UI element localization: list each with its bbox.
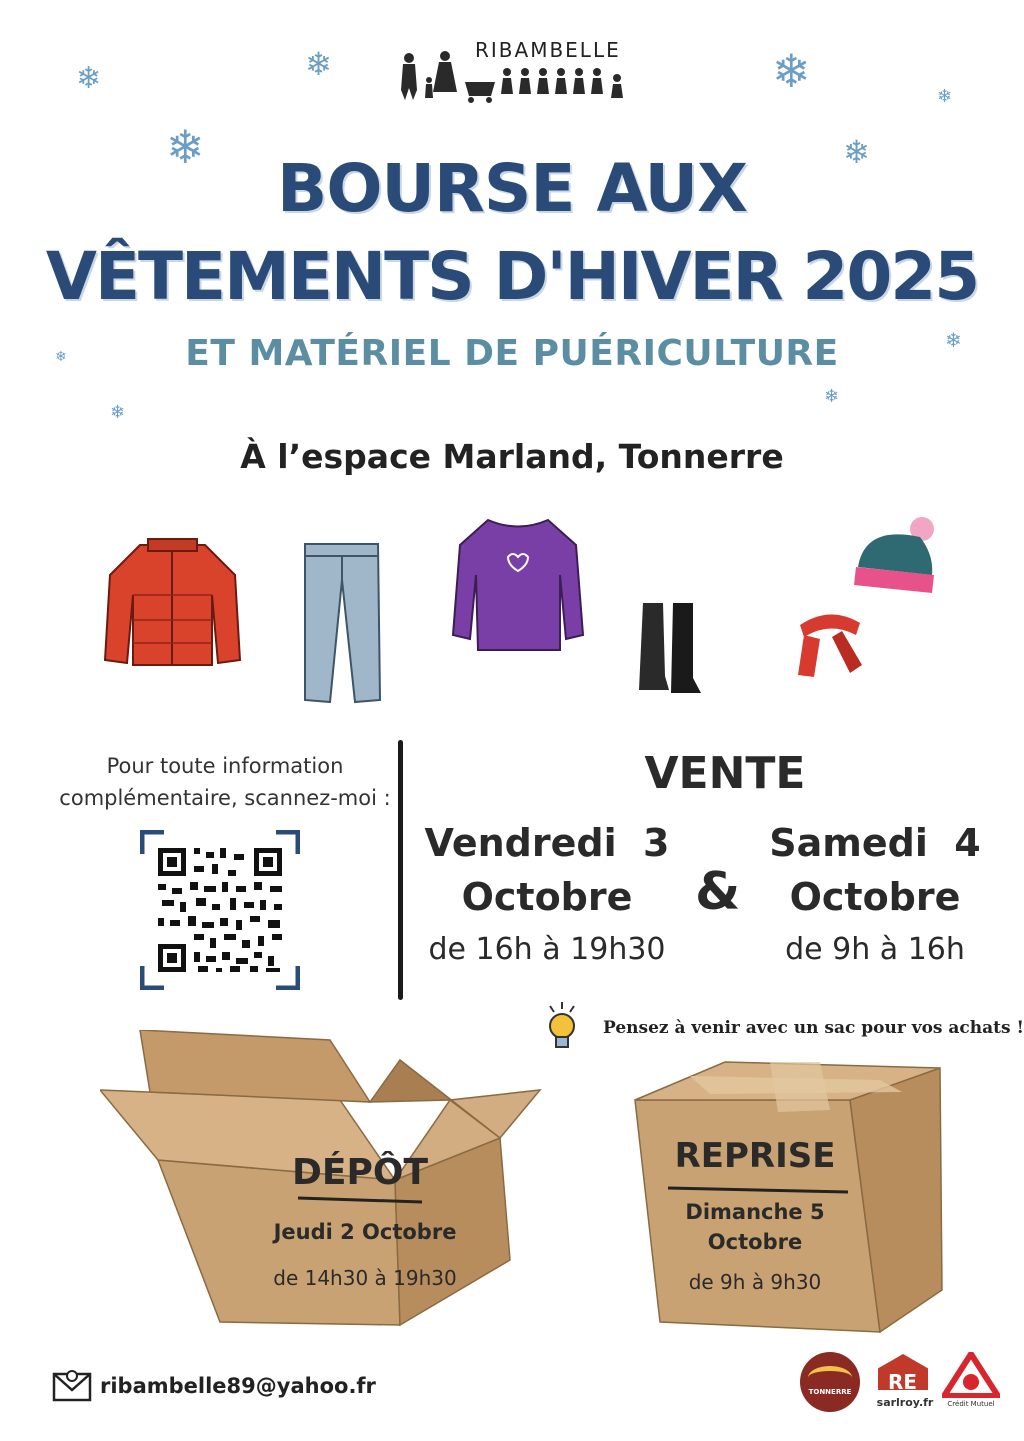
snowflake-icon: ❄: [110, 402, 126, 423]
snowflake-icon: ❄: [55, 349, 67, 365]
title-line-1: BOURSE AUX: [277, 150, 747, 227]
venue: À l’espace Marland, Tonnerre: [240, 437, 784, 476]
day-1-hours: de 16h à 19h30: [428, 932, 666, 967]
depot-hours: de 14h30 à 19h30: [273, 1266, 457, 1290]
lightbulb-icon: [540, 1000, 585, 1055]
brand-logo: [395, 38, 635, 108]
reprise-date-line-2: Octobre: [707, 1230, 803, 1254]
title-line-2: VÊTEMENTS D'HIVER 2025: [45, 238, 979, 315]
cardboard-box-icon: [630, 1040, 950, 1340]
sponsor-credit-logo: [942, 1352, 1000, 1412]
mail-icon: [52, 1370, 92, 1402]
scarf-icon: [790, 605, 870, 685]
sponsor-sarlroy-logo: RE sarlroy.fr: [870, 1348, 940, 1412]
sponsor-tonnerre-text: TONNERRE: [808, 1388, 852, 1396]
depot-date: Jeudi 2 Octobre: [273, 1220, 457, 1244]
boots-icon: [635, 598, 705, 703]
info-line-2: complémentaire, scannez-moi :: [59, 786, 391, 810]
beanie-icon: [850, 515, 940, 600]
snowflake-icon: ❄: [76, 61, 102, 96]
jeans-icon: [300, 540, 385, 705]
snowflake-icon: ❄: [166, 120, 205, 174]
snowflake-icon: ❄: [945, 328, 962, 352]
depot-label: DÉPÔT: [291, 1152, 429, 1193]
day-2-line-1: Samedi 4: [769, 821, 981, 865]
reprise-hours: de 9h à 9h30: [688, 1270, 822, 1294]
day-1-line-2: Octobre: [461, 875, 633, 919]
brand-name: RIBAMBELLE: [475, 38, 621, 62]
qr-frame: [140, 830, 300, 990]
info-line-1: Pour toute information: [106, 754, 344, 778]
vente-day-2: [750, 816, 1000, 967]
sweater-icon: [448, 515, 588, 660]
sponsor-credit-text: Crédit Mutuel: [947, 1400, 995, 1408]
snowflake-icon: ❄: [824, 386, 840, 407]
snowflake-icon: ❄: [843, 133, 870, 171]
reprise-label: REPRISE: [674, 1136, 836, 1176]
family-silhouette-icon: [395, 38, 635, 108]
day-2-hours: de 9h à 16h: [785, 932, 965, 967]
section-divider: [398, 740, 403, 1000]
tip-text: Pensez à venir avec un sac pour vos achats !: [603, 1018, 1024, 1038]
qr-code[interactable]: [140, 830, 300, 990]
snowflake-icon: ❄: [305, 45, 332, 83]
snowflake-icon: ❄: [937, 86, 953, 107]
vente-heading: VENTE: [644, 748, 806, 799]
day-2-line-2: Octobre: [789, 875, 961, 919]
info-text: [40, 750, 410, 814]
subtitle: ET MATÉRIEL DE PUÉRICULTURE: [185, 333, 839, 374]
snowflake-icon: ❄: [772, 44, 811, 98]
credit-mutuel-icon: [942, 1352, 1000, 1398]
sponsor-sarlroy-text: sarlroy.fr: [876, 1396, 934, 1409]
reprise-date-line-1: Dimanche 5: [685, 1200, 825, 1224]
ampersand: &: [695, 862, 741, 922]
day-1-line-1: Vendredi 3: [424, 821, 670, 865]
jacket-icon: [100, 535, 245, 670]
sponsor-tonnerre-logo: [800, 1352, 860, 1412]
vente-day-1: [412, 816, 682, 967]
contact-email[interactable]: ribambelle89@yahoo.fr: [100, 1374, 376, 1398]
